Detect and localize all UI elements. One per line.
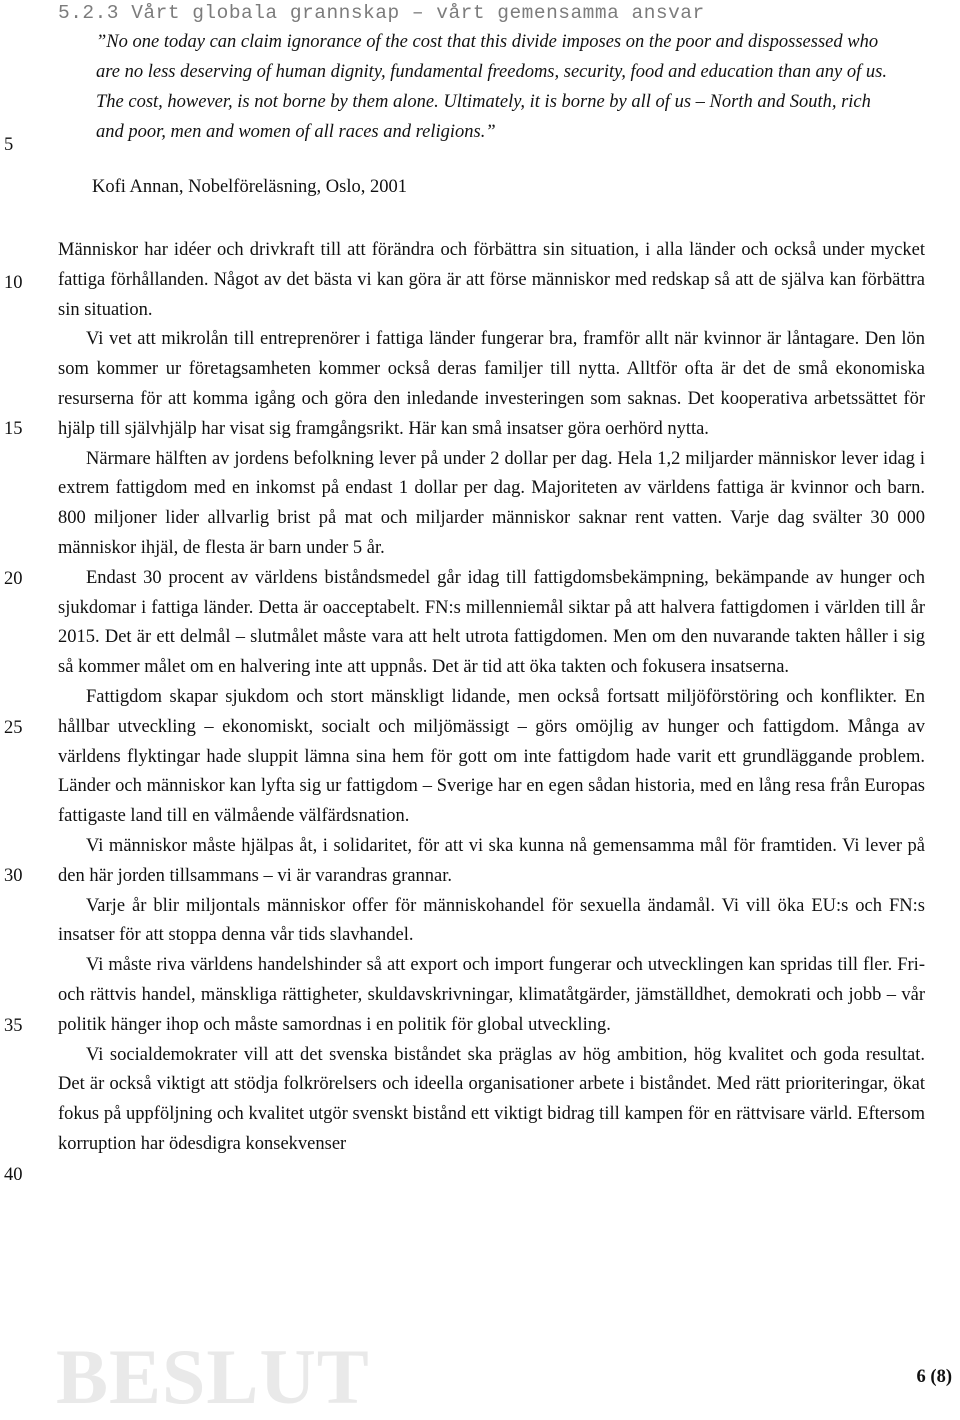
epigraph-quote: ”No one today can claim ignorance of the cost that this divide imposes on the poor and dispossessed who are no less deserving of human dignity, fundamental freedoms, security, food and education than any of us. The cost, however, is not borne by them alone. Ultimately, it is borne by all of us – North and South, rich and poor, men and women of all races and religions.” <box>96 32 887 142</box>
paragraph: Vi socialdemokrater vill att det svenska biståndet ska präglas av hög ambition, hög kvalitet och goda resultat. Det är också viktigt att stödja folkrörelsers och ideella organisationer arbete i biståndet. Med rätt prioriteringar, ökat fokus på uppföljning och kvalitet utgör svenskt bistånd ett viktigt bidrag till kampen för en rättvisare värld. Eftersom korruption har ödesdigra konsekvenser <box>58 1044 925 1154</box>
quote-attribution: Kofi Annan, Nobelföreläsning, Oslo, 2001 <box>92 177 407 197</box>
paragraph: Fattigdom skapar sjukdom och stort mänskligt lidande, men också fortsatt miljöförstöring och konflikter. En hållbar utveckling – ekonomiskt, socialt och miljömässigt – görs omöjlig av hunger och fattigdom. Många av världens flyktingar hade sluppit lämna sina hem för gott om inte fattigdom hade varit ett grundläggande problem. Länder och människor kan lyfta sig ur fattigdom – Sverige har en egen sådan historia, med en lång resa från Europas fattigaste land till en välmående välfärdsnation. <box>58 686 925 827</box>
paragraph: Människor har idéer och drivkraft till att förändra och förbättra sin situation, i alla länder och också under mycket fattiga förhållanden. Något av det bästa vi kan göra är att förse människor med redskap så att de själva kan förbättra sin situation. <box>58 240 925 320</box>
line-number: 30 <box>4 866 23 886</box>
line-number: 5 <box>4 135 14 155</box>
line-number: 40 <box>4 1165 23 1185</box>
page-number: 6 (8) <box>916 1367 952 1387</box>
paragraph: Vi människor måste hjälpas åt, i solidaritet, för att vi ska kunna nå gemensamma mål för framtiden. Vi lever på den här jorden tillsammans – vi är varandras grannar. <box>58 835 925 886</box>
beslut-watermark: BESLUT <box>56 1333 370 1420</box>
line-number: 35 <box>4 1016 23 1036</box>
line-number: 20 <box>4 569 23 589</box>
line-number: 25 <box>4 718 23 738</box>
paragraph: Varje år blir miljontals människor offer för människohandel för sexuella ändamål. Vi vill öka EU:s och FN:s insatser för att stoppa denna vår tids slavhandel. <box>58 895 925 946</box>
body-text <box>58 236 925 1160</box>
paragraph: Vi måste riva världens handelshinder så att export och import fungerar och utvecklingen kan spridas till fler. Fri- och rättvis handel, mänskliga rättigheter, skuldavskrivningar, klimatåtgärder, jämställdhet, demokrati och jobb – vår politik hänger ihop och måste samordnas i en politik för global utveckling. <box>58 955 925 1035</box>
section-heading: 5.2.3 Vårt globala grannskap – vårt gemensamma ansvar <box>58 2 705 24</box>
line-number: 15 <box>4 419 23 439</box>
paragraph: Närmare hälften av jordens befolkning lever på under 2 dollar per dag. Hela 1,2 miljarder människor lever idag i extrem fattigdom med en inkomst på endast 1 dollar per dag. Majoriteten av världens fattiga är kvinnor och barn. 800 miljoner lider allvarlig brist på mat och miljarder människor saknar rent vatten. Varje dag svälter 30 000 människor ihjäl, de flesta är barn under 5 år. <box>58 448 925 558</box>
paragraph: Vi vet att mikrolån till entreprenörer i fattiga länder fungerar bra, framför allt när kvinnor är låntagare. Den lön som kommer ur företagsamheten kommer också deras familjer till nytta. Alltför ofta är det de små ekonomiska resurserna för att komma igång och göra den inledande investeringen som saknas. Det kooperativa arbetssättet för hjälp till självhjälp har visat sig framgångsrikt. Här kan små insatser göra oerhörd nytta. <box>58 329 925 439</box>
paragraph: Endast 30 procent av världens biståndsmedel går idag till fattigdomsbekämpning, bekämpande av hunger och sjukdomar i fattiga länder. Detta är oacceptabelt. FN:s millenniemål siktar på att halvera fattigdomen i världen till år 2015. Det är ett delmål – slutmålet måste vara att helt utrota fattigdomen. Men om den nuvarande takten håller i sig så kommer målet om en halvering inte att uppnås. Det är tid att öka takten och fokusera insatserna. <box>58 567 925 678</box>
line-number: 10 <box>4 273 23 293</box>
